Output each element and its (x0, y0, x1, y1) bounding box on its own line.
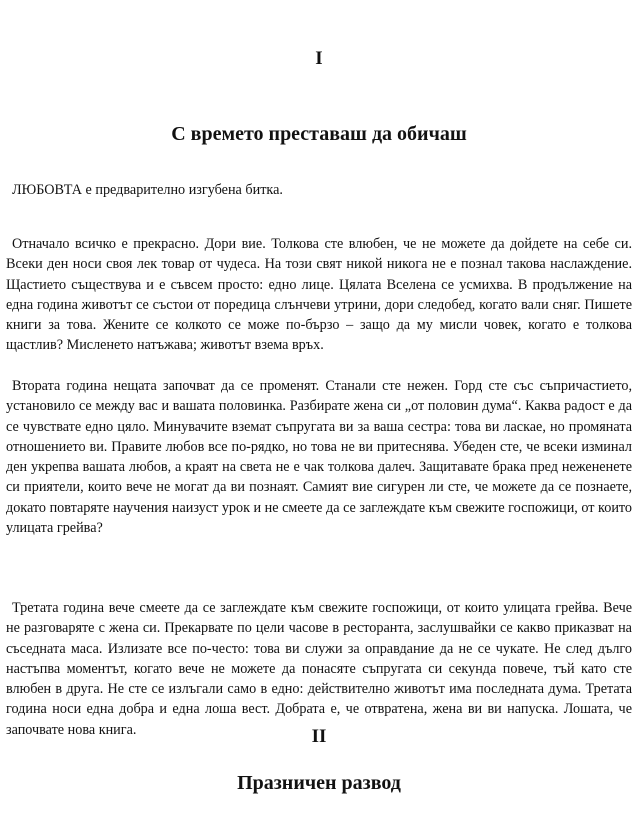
paragraph: Третата година вече смеете да се заглеждате към свежите госпожици, от които улицата грейва. Вече не разговаряте с жена си. Прекарвате по цели часове в ресторанта, заслушвайки се какво приказват на съседната маса. Излизате все по-често: това ви служи за оправдание да не се чукате. Не след дълго настъпва моментът, когато вече не можете да понасяте съпругата си секунда повече, тъй като сте влюбен в друга. Не сте се излъгали само в едно: действително животът има последната дума. Третата година носи една добра и една лоша вест. Добрата е, че отвратена, жена ви ви напуска. Лошата, че започвате нова книга. (6, 600, 632, 738)
chapter-number: II (311, 726, 327, 747)
chapter-title: Празничен развод (237, 772, 401, 794)
paragraph: ЛЮБОВТА е предварително изгубена битка. (12, 182, 283, 198)
paragraph: Отначало всичко е прекрасно. Дори вие. Толкова сте влюбен, че не можете да дойдете на себе си. Всеки ден носи своя лек товар от чудеса. На този свят никой никога не е познал такова наслаждение. Щастието съществува и е съвсем просто: едно лице. Цялата Вселена се усмихва. В продължение на една година животът се състои от поредица слънчеви утрини, дори следобед, когато вали сняг. Пишете книги за това. Жените се колкото се може по-бързо – защо да му мисли човек, когато е толкова щастлив? Мисленето натъжава; животът взема връх. (6, 236, 632, 354)
chapter-title: С времето преставаш да обичаш (171, 123, 467, 145)
paragraph: Втората година нещата започват да се променят. Станали сте нежен. Горд сте със съпричастието, установило се между вас и вашата половинка. Разбирате жена си „от половин дума“. Каква радост е да се чувствате едно цяло. Минувачите вземат съпругата ви за ваша сестра: това ви ласкае, но промяната отношението ви. Правите любов все по-рядко, но това не ви притеснява. Убеден сте, че всеки изминал ден укрепва вашата любов, а краят на света не е чак толкова далеч. Защитавате брака пред нежененете си приятели, които вече не могат да ви познаят. Самият вие сигурен ли сте, че можете да се познаете, докато повтаряте научения наизуст урок и не смеете да се заглеждате към свежите госпожици, от които улицата грейва? (6, 378, 633, 536)
chapter-number: I (315, 48, 323, 69)
